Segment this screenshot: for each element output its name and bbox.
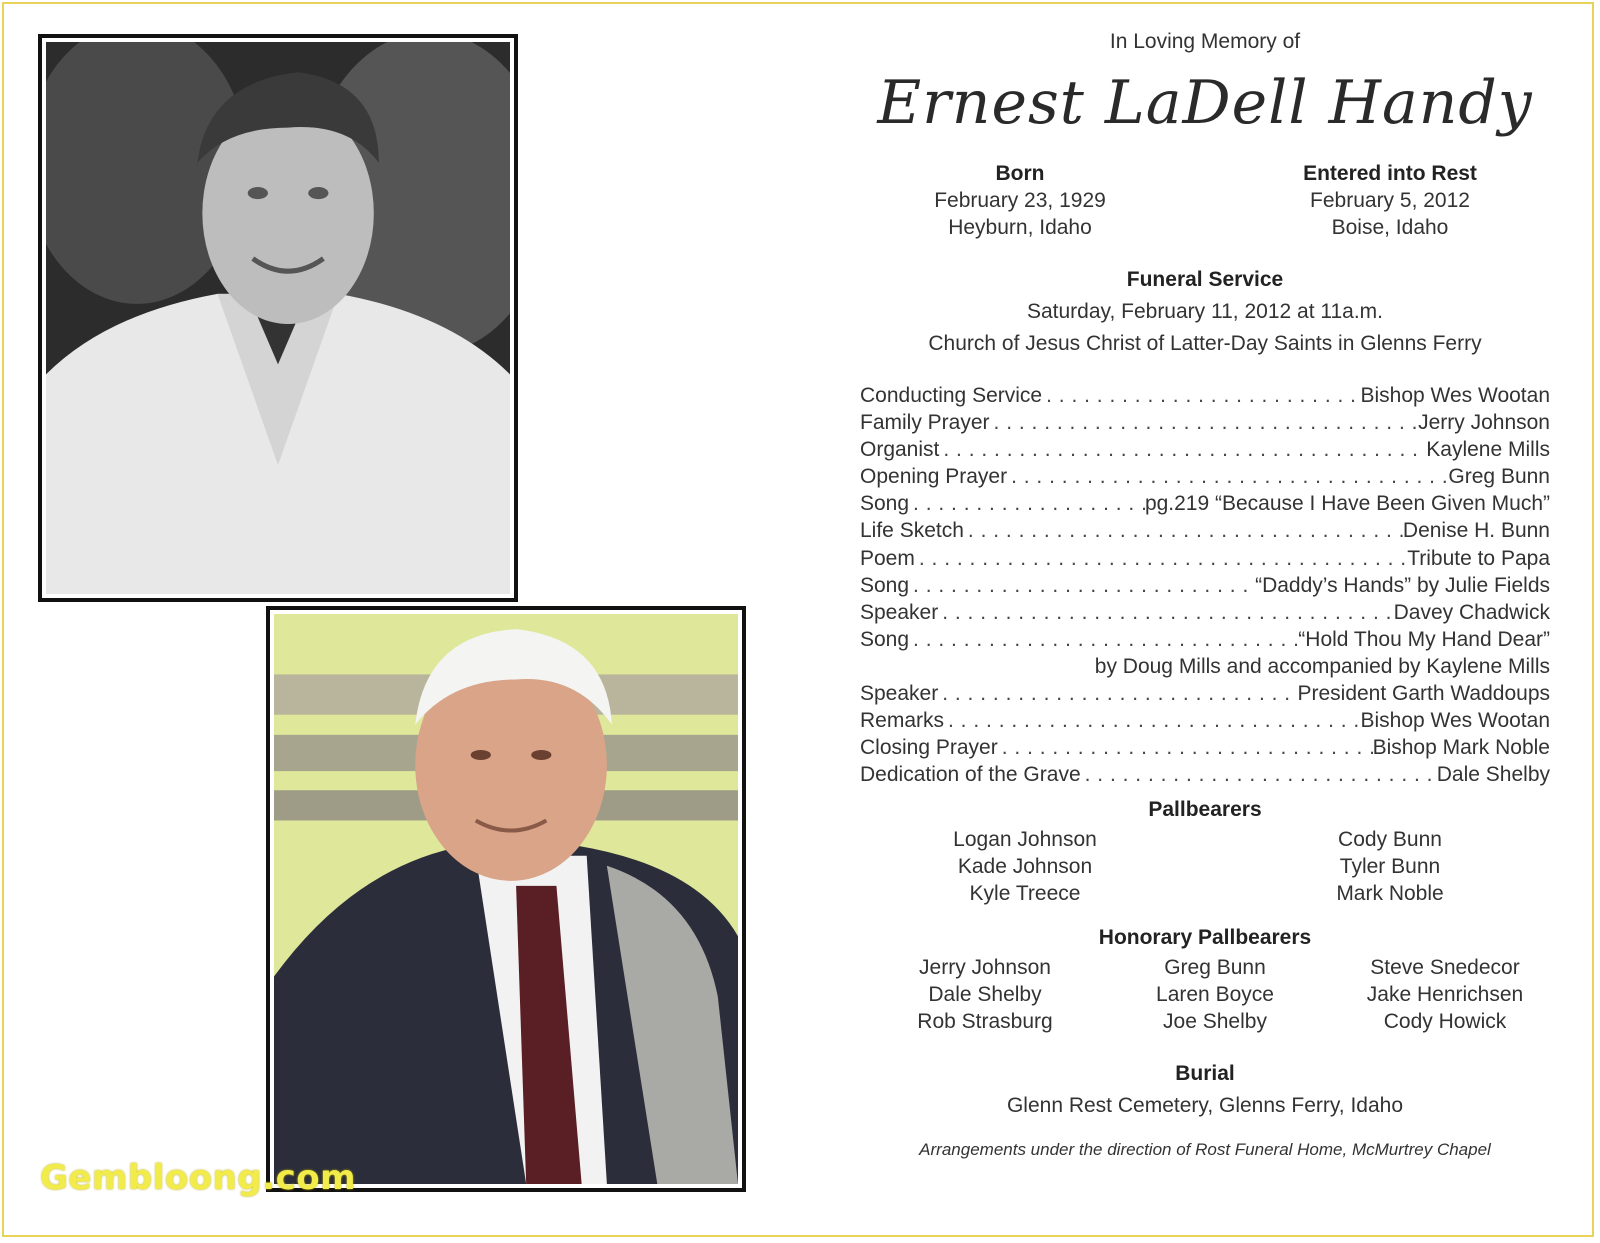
leader-dots [909,628,1298,652]
program-row [860,465,1550,492]
pallbearer-name: Tyler Bunn [1339,855,1441,878]
born-place: Heyburn, Idaho [948,216,1092,239]
portrait-elder-figure [274,614,738,1184]
burial-heading: Burial [1175,1062,1235,1085]
pallbearer-name: Cody Bunn [1338,828,1442,851]
program-role: Poem [860,546,915,570]
pallbearer-name: Mark Noble [1336,882,1444,905]
born-block [860,160,1180,241]
deceased-name: Ernest LaDell Handy [877,68,1533,138]
program-role: Song [860,627,910,651]
leader-dots [990,411,1419,435]
in-loving-memory-text: In Loving Memory of [1109,30,1301,53]
honorary-name: Laren Boyce [1156,983,1274,1006]
program-role: Family Prayer [860,411,990,435]
rest-block [1230,160,1550,241]
pallbearers-right-column [1290,826,1490,907]
leader-dots [964,519,1403,543]
honorary-name: Dale Shelby [928,983,1042,1006]
pallbearers-heading: Pallbearers [1148,798,1262,821]
program-role: Speaker [860,600,939,624]
leader-dots [1007,465,1448,489]
honorary-column-3 [1330,954,1560,1035]
program-row [860,736,1550,763]
burial-location: Glenn Rest Cemetery, Glenns Ferry, Idaho [1006,1094,1404,1117]
program-row [860,628,1550,655]
program-role: Opening Prayer [860,465,1008,489]
leader-dots [909,574,1255,598]
program-row [860,574,1550,601]
program-person: Dale Shelby [1436,763,1550,787]
rest-place: Boise, Idaho [1331,216,1449,239]
portrait-photo-young [38,34,518,602]
service-datetime: Saturday, February 11, 2012 at 11a.m. [1026,300,1384,323]
rest-heading: Entered into Rest [1303,162,1477,185]
leader-dots [944,709,1360,733]
program-person: Bishop Wes Wootan [1360,709,1550,733]
program-person: Denise H. Bunn [1402,519,1550,543]
program-row [860,411,1550,438]
pallbearers-left-column [925,826,1125,907]
leader-dots [909,492,1145,516]
pallbearer-name: Logan Johnson [953,828,1097,851]
program-person: Bishop Wes Wootan [1360,384,1550,407]
arrangements-note: Arrangements under the direction of Rost Funeral Home, McMurtrey Chapel [919,1140,1491,1159]
pallbearer-name: Kyle Treece [969,882,1081,905]
program-role: Conducting Service [860,384,1043,407]
program-person: Tribute to Papa [1407,546,1550,570]
program-role: Remarks [860,709,945,733]
honorary-name: Rob Strasburg [917,1010,1053,1033]
program-person: by Doug Mills and accompanied by Kaylene Mills [1094,654,1550,678]
program-person: “Daddy’s Hands” by Julie Fields [1255,573,1550,597]
program-role: Dedication of the Grave [860,763,1081,787]
portrait-young-figure [46,42,510,594]
leader-dots [938,601,1393,625]
pallbearer-name: Kade Johnson [957,855,1093,878]
program-person: “Hold Thou My Hand Dear” [1298,627,1550,651]
program-person: President Garth Waddoups [1297,682,1550,706]
program-person: Kaylene Mills [1426,438,1550,462]
honorary-column-1 [880,954,1090,1035]
honorary-name: Joe Shelby [1163,1010,1267,1033]
program-row [860,519,1550,546]
program-person: Greg Bunn [1448,465,1550,489]
portrait-photo-elder [266,606,746,1192]
funeral-service-heading: Funeral Service [1126,268,1284,291]
honorary-column-2 [1110,954,1320,1035]
program-role: Song [860,492,910,516]
program-role: Closing Prayer [860,736,998,760]
program-role: Organist [860,438,940,462]
program-row [860,682,1550,709]
born-heading: Born [995,162,1045,185]
program-row [860,384,1550,411]
program-person: pg.219 “Because I Have Been Given Much” [1144,492,1550,516]
program-row [860,763,1550,790]
leader-dots [1042,384,1360,408]
honorary-name: Jerry Johnson [919,956,1051,979]
born-date: February 23, 1929 [934,189,1106,212]
program-role: Life Sketch [860,519,964,543]
honorary-name: Cody Howick [1383,1010,1507,1033]
program-list [860,384,1550,790]
leader-dots [998,736,1373,760]
honorary-pallbearers-heading: Honorary Pallbearers [1098,926,1312,949]
honorary-name: Greg Bunn [1164,956,1266,979]
service-location: Church of Jesus Christ of Latter-Day Saints in Glenns Ferry [928,332,1482,355]
program-person: Bishop Mark Noble [1372,736,1550,760]
honorary-name: Steve Snedecor [1370,956,1520,979]
watermark-text: Gembloong.com [40,1158,357,1198]
leader-dots [915,547,1407,571]
program-row [860,492,1550,519]
program-role: Song [860,573,910,597]
honorary-name: Jake Henrichsen [1366,983,1524,1006]
program-row [860,438,1550,465]
program-person: Davey Chadwick [1393,600,1550,624]
rest-date: February 5, 2012 [1310,189,1470,212]
program-row [860,709,1550,736]
program-row [860,601,1550,628]
program-person: Jerry Johnson [1418,411,1550,435]
leader-dots [1081,763,1437,787]
program-row-continued [860,655,1550,682]
leader-dots [939,438,1426,462]
program-row [860,547,1550,574]
program-role: Speaker [860,682,939,706]
leader-dots [938,682,1297,706]
